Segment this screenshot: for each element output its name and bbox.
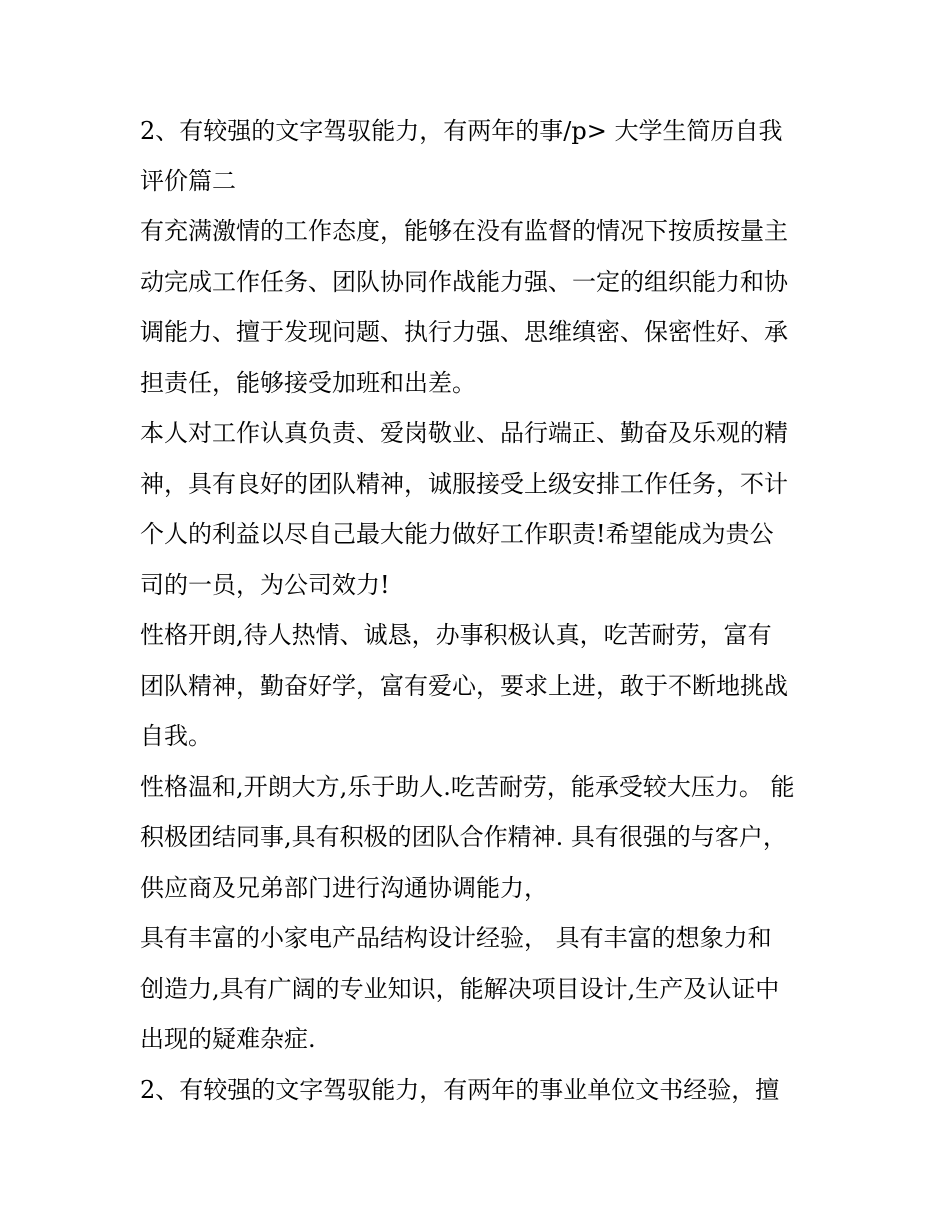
paragraph-3-line-1: 本人对工作认真负责、爱岗敬业、品行端正、勤奋及乐观的精 bbox=[140, 419, 788, 447]
paragraph-6-line-1: 具有丰富的小家电产品结构设计经验， 具有丰富的想象力和 bbox=[140, 924, 772, 952]
paragraph-5-line-1: 性格温和,开朗大方,乐于助人.吃苦耐劳，能承受较大压力。 能 bbox=[140, 773, 795, 801]
paragraph-4-line-1: 性格开朗,待人热情、诚恳，办事积极认真，吃苦耐劳，富有 bbox=[140, 621, 772, 649]
paragraph-2-line-4: 担责任，能够接受加班和出差。 bbox=[140, 369, 476, 397]
paragraph-4-line-3: 自我。 bbox=[140, 722, 212, 750]
paragraph-2-line-3: 调能力、擅于发现问题、执行力强、思维缜密、保密性好、承 bbox=[140, 318, 788, 346]
paragraph-3-line-3: 个人的利益以尽自己最大能力做好工作职责!希望能成为贵公 bbox=[140, 520, 774, 548]
paragraph-3-line-4: 司的一员，为公司效力! bbox=[140, 571, 390, 599]
paragraph-4-line-2: 团队精神，勤奋好学，富有爱心，要求上进，敢于不断地挑战 bbox=[140, 672, 788, 700]
paragraph-2-line-1: 有充满激情的工作态度，能够在没有监督的情况下按质按量主 bbox=[140, 217, 788, 245]
paragraph-6-line-2: 创造力,具有广阔的专业知识，能解决项目设计,生产及认证中 bbox=[140, 975, 780, 1003]
paragraph-1-line-1: 2、有较强的文字驾驭能力，有两年的事/p> 大学生简历自我 bbox=[140, 117, 783, 145]
paragraph-7-line-1: 2、有较强的文字驾驭能力，有两年的事业单位文书经验，擅 bbox=[140, 1076, 780, 1104]
paragraph-5-line-3: 供应商及兄弟部门进行沟通协调能力， bbox=[140, 874, 548, 902]
paragraph-1-line-2: 评价篇二 bbox=[140, 167, 236, 195]
paragraph-6-line-3: 出现的疑难杂症. bbox=[140, 1025, 316, 1053]
paragraph-2-line-2: 动完成工作任务、团队协同作战能力强、一定的组织能力和协 bbox=[140, 268, 788, 296]
paragraph-5-line-2: 积极团结同事,具有积极的团队合作精神. 具有很强的与客户， bbox=[140, 823, 787, 851]
paragraph-3-line-2: 神，具有良好的团队精神，诚服接受上级安排工作任务，不计 bbox=[140, 470, 788, 498]
